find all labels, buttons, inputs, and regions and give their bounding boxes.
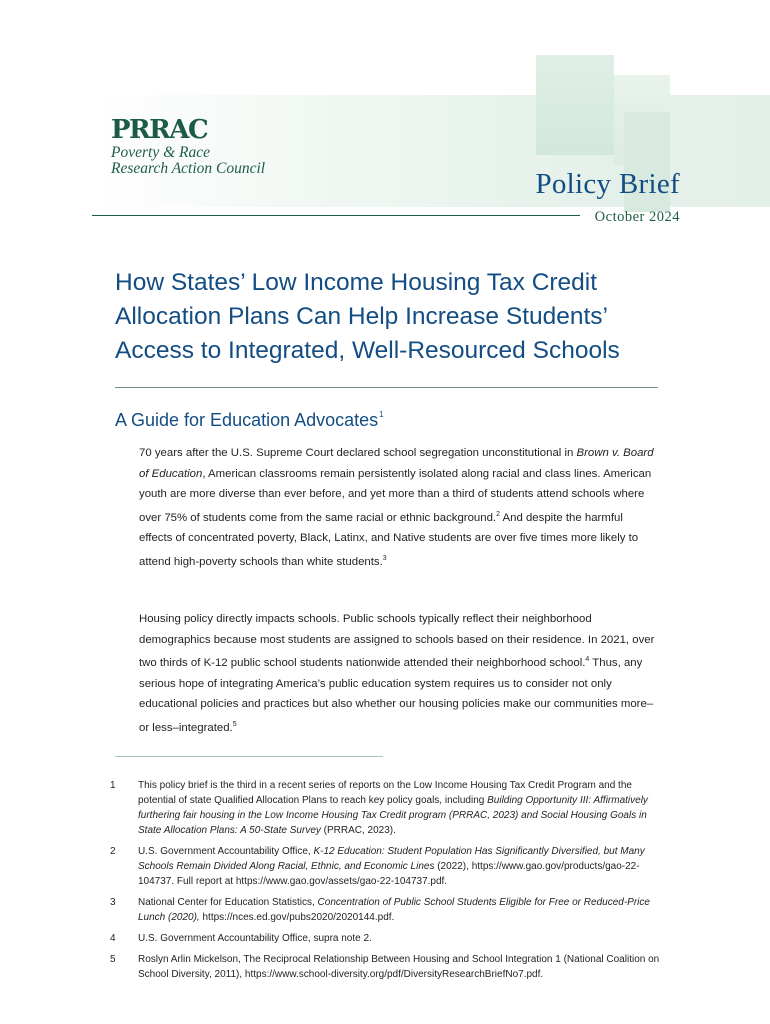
footnote-text-part: (PRRAC, 2023). (320, 825, 396, 836)
footnote-number: 2 (110, 846, 116, 857)
title-rule (115, 387, 658, 388)
footnote-text-part: U.S. Government Accountability Office, supra note 2. (138, 933, 372, 944)
paragraph-text: Thus, any serious hope of integrating America’s public education system requires us to consider not only educational policies and practices but also whether our housing policies make our communities more–or less–integrated. (139, 657, 654, 734)
footnote-text-part: Roslyn Arlin Mickelson, The Reciprocal Relationship Between Housing and School Integration 1 (National Coalition on School Diversity, 2011), https://www.school-diversity.org/pdf/DiversityResearchBriefNo7.pdf. (138, 954, 660, 980)
footnote-ref: 2 (496, 510, 500, 518)
footnote-rule (115, 756, 383, 757)
page-title: How States’ Low Income Housing Tax Credit Allocation Plans Can Help Increase Students’ Access to Integrated, Well-Resourced Schools (115, 269, 620, 364)
footnote-item (108, 778, 663, 838)
footnote-number: 3 (110, 897, 116, 908)
case-name: Brown v. Board of Education (139, 447, 654, 480)
paragraph-text: And despite the harmful effects of concentrated poverty, Black, Latinx, and Native students are over five times more likely to attend high-poverty schools than white students. (139, 511, 639, 568)
paragraph-text: , American classrooms remain persistently isolated along racial and class lines. American youth are more diverse than ever before, and yet more than a third of students attend schools where over 75% of students come from the same racial or ethnic background. (139, 467, 652, 524)
footnote-text (138, 895, 663, 925)
logo-mark: PRRAC (111, 115, 208, 145)
footnote-number: 4 (110, 933, 116, 944)
footnote-item (108, 931, 663, 946)
footnote-ref: 4 (585, 656, 590, 663)
body-paragraph-2 (139, 609, 659, 738)
paragraph-text: Housing policy directly impacts schools. Public schools typically reflect their neighborhood demographics because most students are assigned to schools based on their residence. In 2021, over two thirds of K-12 public school students nationwide attended their neighborhood school. (139, 613, 655, 669)
prrac-logo (111, 117, 265, 177)
footnote-text-part: U.S. Government Accountability Office, (138, 846, 314, 857)
header-decor-square (536, 55, 614, 155)
footnote-ref: 3 (382, 554, 387, 562)
document-type: Policy Brief (535, 168, 680, 200)
publication-date: October 2024 (594, 209, 680, 225)
footnote-text (138, 844, 663, 889)
footnote-text-part: This policy brief is the third in a recent series of reports on the Low Income Housing Tax Credit Program and the potential of state Qualified Allocation Plans to reach key policy goals, including (138, 780, 632, 806)
footnote-number: 5 (110, 954, 116, 965)
footnote-title: Building Opportunity III: Affirmatively furthering fair housing in the Low Income Housing Tax Credit program (PRRAC, 2023) and Social Housing Goals in State Allocation Plans: A 50-State Survey (138, 795, 648, 836)
footnote-title: Concentration of Public School Students Eligible for Free or Reduced-Price Lunch (2020), (138, 897, 650, 923)
footnote-ref: 1 (379, 410, 384, 419)
footnote-ref: 5 (232, 720, 237, 728)
subtitle-text: A Guide for Education Advocates (115, 410, 379, 430)
footnote-text-part: (2022), https://www.gao.gov/products/gao-22-104737. Full report at https://www.gao.gov/assets/gao-22-104737.pdf. (138, 861, 640, 887)
footnote-item (108, 952, 663, 982)
footnote-number: 1 (110, 780, 116, 791)
footnote-text (138, 778, 663, 838)
footnote-title: K-12 Education: Student Population Has Significantly Diversified, but Many Schools Remain Divided Along Racial, Ethnic, and Economic Lines (138, 846, 645, 872)
footnote-text (138, 952, 663, 982)
body-paragraph-1 (139, 443, 659, 572)
logo-line-2: Research Action Council (111, 160, 266, 177)
footnote-item (108, 844, 663, 889)
paragraph-text: 70 years after the U.S. Supreme Court declared school segregation unconstitutional in (139, 447, 577, 459)
footnote-item (108, 895, 663, 925)
footnote-text-part: https://nces.ed.gov/pubs2020/2020144.pdf. (199, 912, 395, 923)
footnote-text-part: National Center for Education Statistics, (138, 897, 318, 908)
footnotes-list (108, 778, 663, 982)
page-subtitle (115, 410, 384, 431)
logo-line-1: Poverty & Race (111, 144, 210, 161)
footnote-text (138, 931, 663, 946)
header-rule (92, 215, 580, 216)
